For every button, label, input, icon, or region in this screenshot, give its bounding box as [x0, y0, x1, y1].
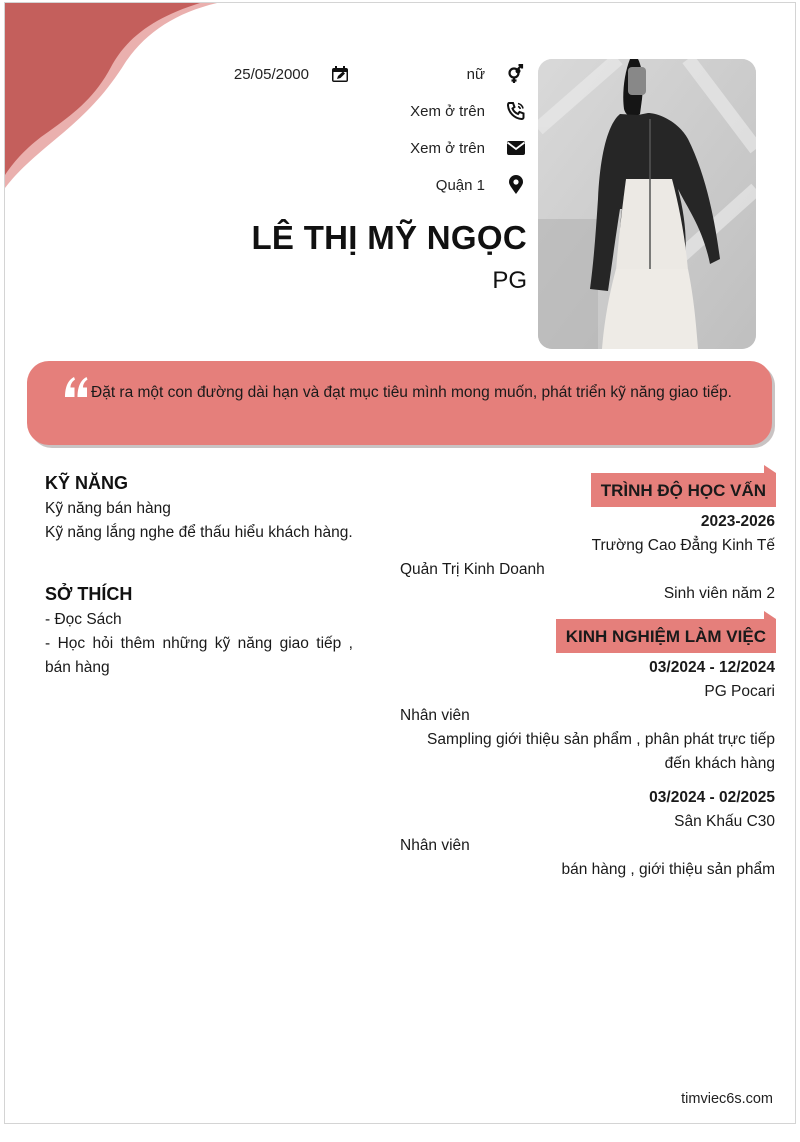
job-period: 03/2024 - 12/2024	[649, 659, 775, 676]
hobby-item: - Học hỏi thêm những kỹ năng giao tiếp , bán hàng	[45, 635, 353, 676]
job-role: Nhân viên	[400, 707, 470, 724]
education-major: Quản Trị Kinh Doanh	[400, 561, 545, 578]
address-row	[365, 174, 527, 196]
address-text: Quận 1	[435, 176, 485, 194]
job-role: Nhân viên	[400, 837, 470, 854]
career-objective-box	[27, 361, 772, 445]
email-text[interactable]: Xem ở trên	[410, 139, 485, 157]
education-note: Sinh viên năm 2	[663, 585, 775, 602]
skill-item: Kỹ năng lắng nghe để thấu hiểu khách hàng.	[45, 524, 353, 541]
job-period: 03/2024 - 02/2025	[649, 789, 775, 806]
job-description: bán hàng , giới thiệu sản phẩm	[561, 861, 775, 878]
education-title: TRÌNH ĐỘ HỌC VẤN	[591, 473, 776, 507]
job-company: PG Pocari	[704, 683, 775, 700]
corner-decoration	[5, 3, 220, 193]
gender-icon	[505, 63, 527, 85]
skill-item: Kỹ năng bán hàng	[45, 500, 171, 517]
job-description: đến khách hàng	[664, 755, 775, 772]
profile-photo	[538, 59, 756, 349]
cv-page	[4, 2, 796, 1124]
gender-text: nữ	[466, 65, 485, 83]
hobbies-title: SỞ THÍCH	[45, 584, 133, 604]
education-period: 2023-2026	[700, 513, 775, 530]
full-name: LÊ THỊ MỸ NGỌC	[251, 219, 527, 256]
footer-site[interactable]: timviec6s.com	[681, 1091, 773, 1107]
phone-row	[365, 100, 527, 122]
dob-text: 25/05/2000	[233, 65, 309, 83]
phone-text[interactable]: Xem ở trên	[410, 102, 485, 120]
envelope-icon	[505, 137, 527, 159]
dob-row	[155, 63, 351, 85]
education-school: Trường Cao Đẳng Kinh Tế	[591, 537, 775, 554]
phone-icon	[505, 100, 527, 122]
job-company: Sân Khấu C30	[674, 813, 775, 830]
calendar-edit-icon	[329, 63, 351, 85]
experience-title: KINH NGHIỆM LÀM VIỆC	[556, 619, 776, 653]
objective-text: Đặt ra một con đường dài hạn và đạt mục tiêu mình mong muốn, phát triển kỹ năng giao tiếp.	[91, 384, 732, 401]
hobby-item: - Đọc Sách	[45, 611, 122, 628]
gender-row	[365, 63, 527, 85]
job-position: PG	[492, 267, 527, 294]
map-pin-icon	[505, 174, 527, 196]
email-row	[365, 137, 527, 159]
skills-title: KỸ NĂNG	[45, 473, 129, 493]
job-description: Sampling giới thiệu sản phẩm , phân phát trực tiếp	[427, 731, 775, 748]
